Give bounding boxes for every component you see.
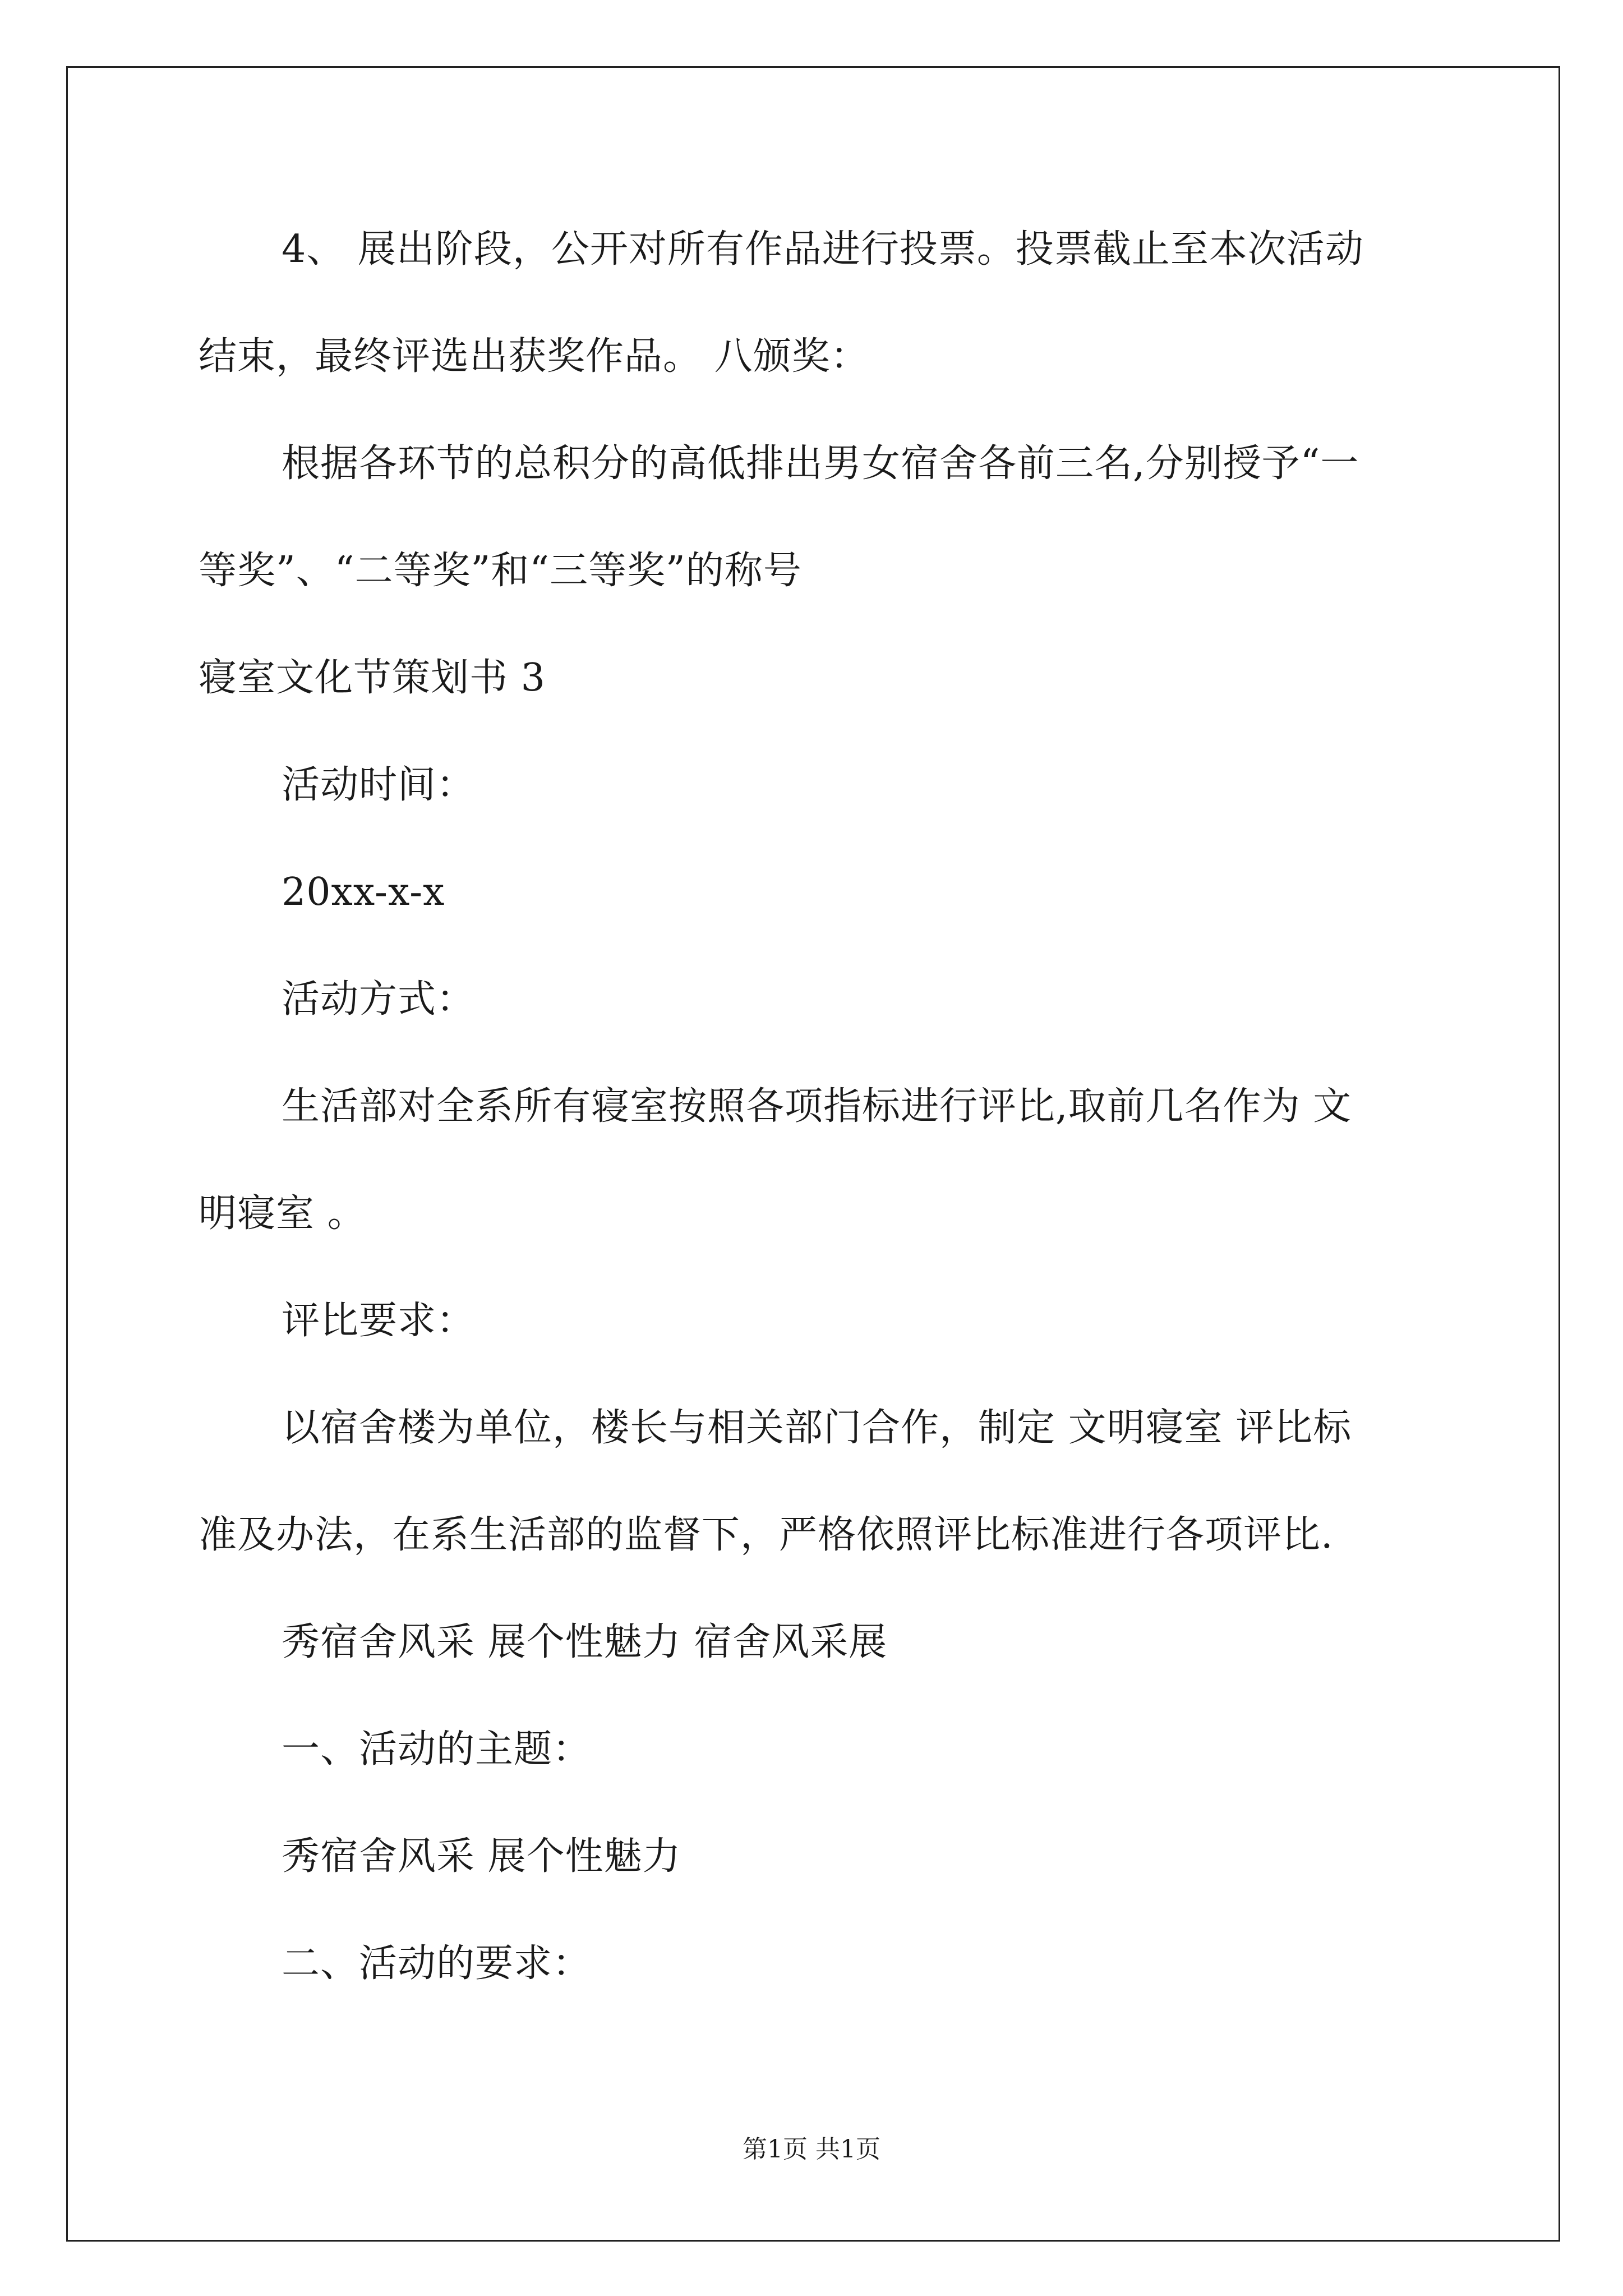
paragraph-line: 生活部对全系所有寝室按照各项指标进行评比,取前几名作为 文 bbox=[282, 1084, 1352, 1129]
paragraph-line: 秀宿舍风采 展个性魅力 bbox=[282, 1834, 681, 1879]
paragraph-line: 二、活动的要求： bbox=[282, 1941, 592, 1986]
paragraph-line: 4、 展出阶段，公开对所有作品进行投票。投票截止至本次活动 bbox=[282, 227, 1364, 272]
paragraph-line: 20xx-x-x bbox=[282, 870, 445, 914]
paragraph-line: 以宿舍楼为单位，楼长与相关部门合作，制定 文明寝室 评比标 bbox=[282, 1406, 1352, 1450]
paragraph-line: 结束，最终评选出获奖作品。 八颁奖： bbox=[199, 334, 869, 379]
page-footer: 第1页 共1页 bbox=[743, 2135, 880, 2164]
paragraph-line: 活动时间： bbox=[282, 763, 476, 807]
paragraph-line: 评比要求： bbox=[282, 1299, 476, 1343]
section-heading: 寝室文化节策划书 3 bbox=[199, 656, 546, 700]
paragraph-line: 准及办法，在系生活部的监督下，严格依照评比标准进行各项评比. bbox=[199, 1513, 1334, 1557]
paragraph-line: 秀宿舍风采 展个性魅力 宿舍风采展 bbox=[282, 1620, 888, 1664]
paragraph-line: 明寝室 。 bbox=[199, 1191, 366, 1236]
paragraph-line: 一、活动的主题： bbox=[282, 1727, 592, 1772]
page-border bbox=[66, 66, 1560, 2242]
paragraph-line: 活动方式： bbox=[282, 977, 476, 1022]
paragraph-line: 根据各环节的总积分的高低排出男女宿舍各前三名,分别授予“一 bbox=[282, 441, 1359, 486]
paragraph-line: 等奖”、“二等奖”和“三等奖”的称号 bbox=[199, 549, 802, 593]
